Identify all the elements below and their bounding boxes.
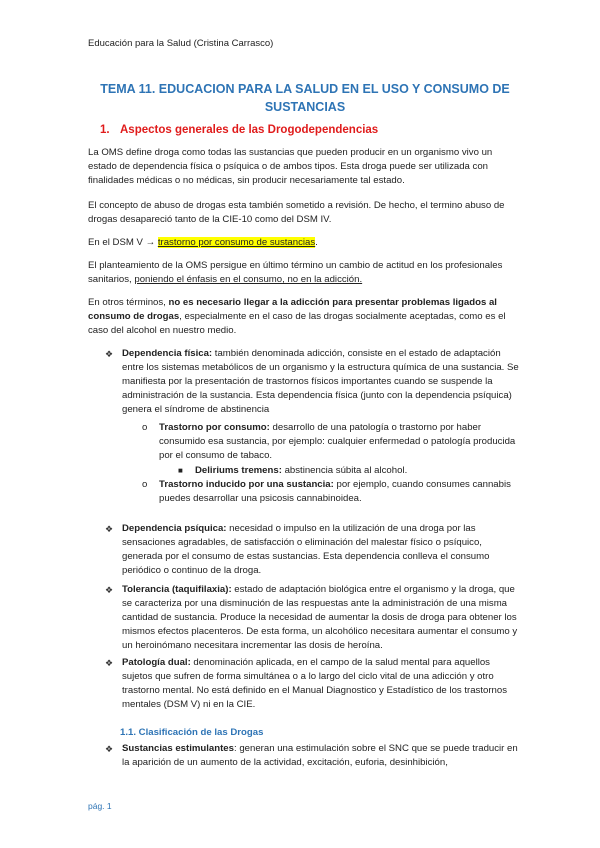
paragraph-dsm-v: En el DSM V → trastorno por consumo de sustancias.	[88, 237, 318, 248]
diamond-bullet-icon: ❖	[105, 658, 114, 668]
square-bullet-icon: ■	[178, 466, 183, 475]
paragraph-otros-terminos: En otros términos, no es necesario llegar a la adicción para presentar problemas ligados al consumo de drogas, especialmente en el caso de las drogas socialmente aceptadas, como es el caso del alcohol en nuestro medio.	[88, 297, 506, 336]
diamond-bullet-icon: ❖	[105, 524, 114, 534]
paragraph-oms-definition: La OMS define droga como todas las sustancias que pueden producir en un organismo vivo un estado de dependencia física o psíquica o de ambos tipos. Esta droga puede ser utilizada con finalidades médicas o no médicas, sin producir necesariamente tal estado.	[88, 147, 493, 186]
diamond-bullet-icon: ❖	[105, 585, 114, 595]
list-item: ❖ Dependencia física: también denominada adicción, consiste en el estado de adaptación entre los sistemas metabólicos de un organismo y la estructura química de una sustancia. Se manifiesta por la presentación de trastornos físicos importantes cuando se suspende la administración de la sustancia. Esta dependencia física (junto con la dependencia psíquica) genera el síndrome de abstinencia	[105, 348, 519, 415]
paragraph-abuso: El concepto de abuso de drogas esta también sometido a revisión. De hecho, el termino abuso de drogas desapareció tanto de la CIE-10 como del DSM IV.	[88, 200, 505, 225]
circle-bullet-icon: o	[142, 422, 148, 433]
circle-bullet-icon: o	[142, 479, 148, 490]
list-item: o Trastorno por consumo: desarrollo de una patología o trastorno por haber consumido esa sustancia, por ejemplo: cualquier enfermedad o patología producida por el consumo de tabaco.	[142, 422, 516, 461]
subsection-heading: 1.1. Clasificación de las Drogas	[120, 727, 264, 738]
document-title: TEMA 11. EDUCACION PARA LA SALUD EN EL USO Y CONSUMO DE SUSTANCIAS	[100, 82, 510, 114]
section-heading-1: 1. Aspectos generales de las Drogodependencias	[100, 124, 379, 136]
highlighted-term: trastorno por consumo de sustancias	[157, 237, 316, 248]
list-item: o Trastorno inducido por una sustancia: por ejemplo, cuando consumes cannabis puedes desarrollar una psicosis cannabinoidea.	[142, 479, 511, 504]
paragraph-planteamiento: El planteamiento de la OMS persigue en último término un cambio de actitud en los profesionales sanitarios, poniendo el énfasis en el consumo, no en la adicción.	[88, 260, 503, 285]
diamond-bullet-icon: ❖	[105, 744, 114, 754]
list-item: ❖ Sustancias estimulantes: generan una estimulación sobre el SNC que se puede traducir en la aparición de un aumento de la actividad, excitación, euforia, desinhibición,	[105, 743, 518, 768]
list-item: ❖ Patología dual: denominación aplicada, en el campo de la salud mental para aquellos sujetos que sufren de forma simultánea o a lo largo del ciclo vital de una adicción y otro trastorno mental. No está definido en el Manual Diagnostico y Estadístico de los trastornos mentales (DSM V) ni en la CIE.	[105, 657, 508, 710]
list-item: ❖ Tolerancia (taquifilaxia): estado de adaptación biológica entre el organismo y la droga, que se caracteriza por una disminución de las respuestas ante la administración de una misma cantidad de sustancia. Produce la necesidad de aumentar la dosis de droga para obtener los mismos efectos placenteros. De esta forma, un alcohólico necesitara aumentar el consumo y un heroinómano necesitara incrementar las dosis de heroína.	[105, 584, 518, 651]
list-item: ■ Deliriums tremens: abstinencia súbita al alcohol.	[178, 465, 408, 476]
diamond-bullet-icon: ❖	[105, 349, 114, 359]
list-item: ❖ Dependencia psíquica: necesidad o impulso en la utilización de una droga por las sensaciones agradables, de satisfacción o eliminación del malestar físico o psíquico, generada por el consumo de estas sustancias. Esta dependencia conlleva el consumo periódico o continuo de la droga.	[105, 523, 490, 576]
page-number: pág. 1	[88, 801, 112, 811]
page-header: Educación para la Salud (Cristina Carrasco)	[88, 38, 274, 49]
